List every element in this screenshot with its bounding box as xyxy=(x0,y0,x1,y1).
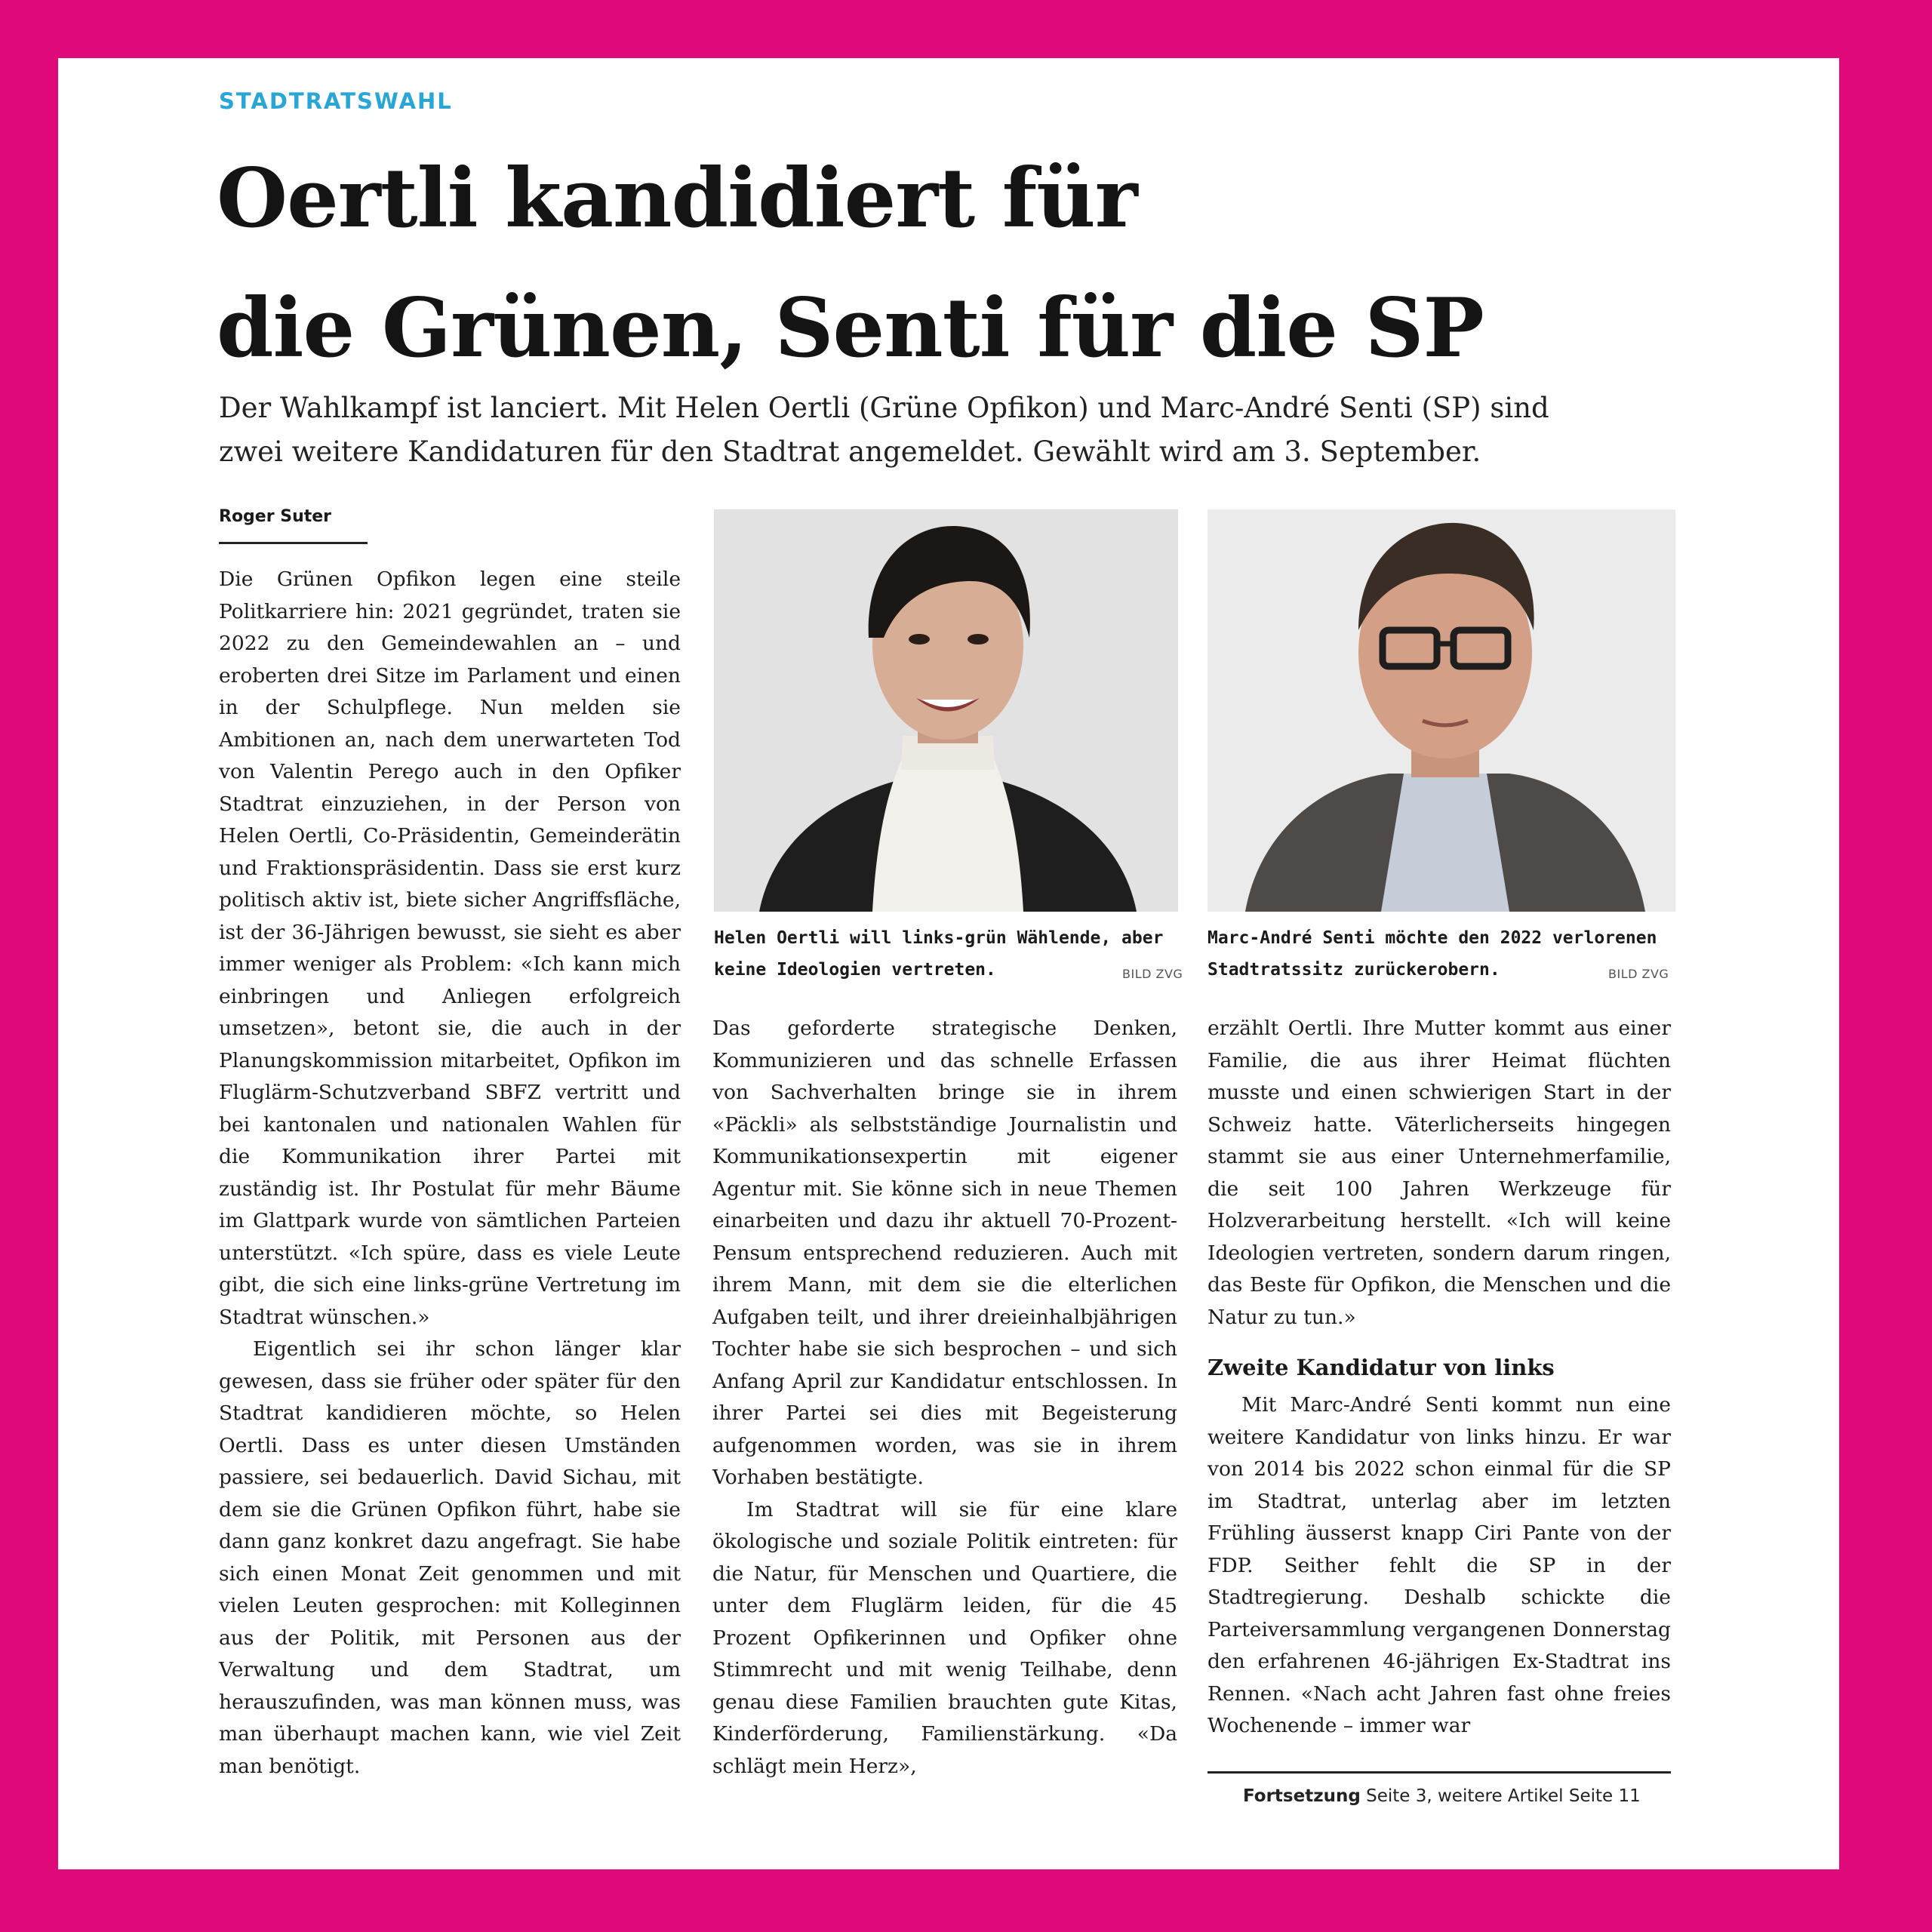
author-divider xyxy=(219,542,368,544)
caption-line: Marc-André Senti möchte den 2022 verlorenen xyxy=(1208,928,1657,948)
column-2 xyxy=(712,1013,1177,1783)
headline-line-2: die Grünen, Senti für die SP xyxy=(217,281,1484,376)
paragraph: Die Grünen Opfikon legen eine steile Politkarriere hin: 2021 gegründet, traten sie 2022 zu den Gemeindewahlen an – und eroberten drei Sitze im Parlament und einen in der Schulpflege. Nun melden sie Ambitionen an, nach dem unerwarteten Tod von Valentin Perego auch in den Opfiker Stadtrat einzuziehen, in der Person von Helen Oertli, Co-Präsidentin, Gemeinderätin und Fraktionspräsidentin. Dass sie erst kurz politisch aktiv ist, biete sicher Angriffsfläche, ist der 36-Jährigen bewusst, sie sieht es aber immer weniger als Problem: «Ich kann mich einbringen und Anliegen erfolgreich umsetzen», betont sie, die auch in der Planungskommission mitarbeitet, Opfikon im Fluglärm-Schutzverband SBFZ vertritt und bei kantonalen und nationalen Wahlen für die Kommunikation ihrer Partei mit zuständig ist. Ihr Postulat für mehr Bäume im Glattpark wurde von sämtlichen Parteien unterstützt. «Ich spüre, dass es viele Leute gibt, die sich eine links-grüne Vertretung im Stadtrat wünschen.» xyxy=(219,568,681,1329)
photo-helen-oertli xyxy=(714,509,1178,912)
caption-line: Helen Oertli will links-grün Wählende, aber xyxy=(714,928,1164,948)
kicker: STADTRATSWAHL xyxy=(219,88,453,114)
column-1 xyxy=(219,564,681,1783)
lead-line-2: zwei weitere Kandidaturen für den Stadtrat angemeldet. Gewählt wird am 3. September. xyxy=(219,435,1481,468)
footer-divider xyxy=(1208,1771,1671,1774)
portrait-woman-illustration xyxy=(714,509,1178,912)
paragraph: erzählt Oertli. Ihre Mutter kommt aus einer Familie, die aus ihrer Heimat flüchten musste und einen schwierigen Start in der Schweiz hatte. Väterlicherseits hingegen stammt sie aus einer Unternehmerfamilie, die seit 100 Jahren Werkzeuge für Holzverarbeitung herstellt. «Ich will keine Ideologien vertreten, sondern darum ringen, das Beste für Opfikon, die Menschen und die Natur zu tun.» xyxy=(1208,1017,1671,1329)
portrait-man-illustration xyxy=(1208,509,1675,912)
photo-marc-andre-senti xyxy=(1208,509,1675,912)
headline-line-1: Oertli kandidiert für xyxy=(217,151,1137,246)
paragraph: Eigentlich sei ihr schon länger klar gewesen, dass sie früher oder später für den Stadtrat kandidieren möchte, so Helen Oertli. Dass es unter diesen Umständen passiere, sei bedauerlich. David Sichau, mit dem sie die Grünen Opfikon führt, habe sie dann ganz konkret dazu angefragt. Sie habe sich einen Monat Zeit genommen und mit vielen Leuten gesprochen: mit Kolleginnen aus der Politik, mit Personen aus der Verwaltung und dem Stadtrat, um herauszufinden, was man können muss, was man überhaupt machen kann, wie viel Zeit man benötigt. xyxy=(219,1337,681,1778)
author-byline: Roger Suter xyxy=(219,507,332,526)
paragraph: Das geforderte strategische Denken, Kommunizieren und das schnelle Erfassen von Sachverhalten bringe sie in ihrem «Päckli» als selbstständige Journalistin und Kommunikationsexpertin mit eigener Agentur mit. Sie könne sich in neue Themen einarbeiten und dazu ihr aktuell 70-Prozent-Pensum entsprechend reduzieren. Auch mit ihrem Mann, mit dem sie die elterlichen Aufgaben teilt, und ihrer dreieinhalbjährigen Tochter habe sie sich besprochen – und sich Anfang April zur Kandidatur entschlossen. In ihrer Partei sei dies mit Begeisterung aufgenommen worden, was sie in ihrem Vorhaben bestätigte. xyxy=(712,1017,1177,1489)
continuation-note xyxy=(1243,1786,1641,1806)
photo-credit-2: BILD ZVG xyxy=(1608,967,1669,981)
paragraph: Mit Marc-André Senti kommt nun eine weitere Kandidatur von links hinzu. Er war von 2014 bis 2022 schon einmal für die SP im Stadtrat, unterlag aber im letzten Frühling äusserst knapp Ciri Pante von der FDP. Seither fehlt die SP in der Stadtregierung. Deshalb schickte die Parteiversammlung vergangenen Donnerstag den erfahrenen 46-jährigen Ex-Stadtrat ins Rennen. «Nach acht Jahren fast ohne freies Wochenende – immer war xyxy=(1208,1393,1671,1737)
photo-caption-2 xyxy=(1208,922,1677,986)
section-subheading: Zweite Kandidatur von links xyxy=(1208,1355,1555,1380)
photo-credit-1: BILD ZVG xyxy=(1122,967,1183,981)
continuation-label: Fortsetzung xyxy=(1243,1786,1361,1806)
paragraph: Im Stadtrat will sie für eine klare ökologische und soziale Politik eintreten: für die Natur, für Menschen und Quartiere, die unter dem Fluglärm leiden, für die 45 Prozent Opfikerinnen und Opfiker ohne Stimmrecht und mit wenig Teilhabe, denn genau diese Familien brauchten gute Kitas, Kinderförderung, Familienstärkung. «Da schlägt mein Herz», xyxy=(712,1497,1177,1778)
lead-text xyxy=(219,386,1789,474)
headline xyxy=(217,134,1801,393)
article-page xyxy=(58,58,1839,1869)
caption-line: keine Ideologien vertreten. xyxy=(714,960,996,980)
caption-line: Stadtratssitz zurückerobern. xyxy=(1208,960,1500,980)
continuation-text: Seite 3, weitere Artikel Seite 11 xyxy=(1360,1786,1641,1806)
photo-caption-1 xyxy=(714,922,1182,986)
lead-line-1: Der Wahlkampf ist lanciert. Mit Helen Oertli (Grüne Opfikon) und Marc-André Senti (SP) sind xyxy=(219,392,1549,424)
column-3 xyxy=(1208,1013,1671,1743)
